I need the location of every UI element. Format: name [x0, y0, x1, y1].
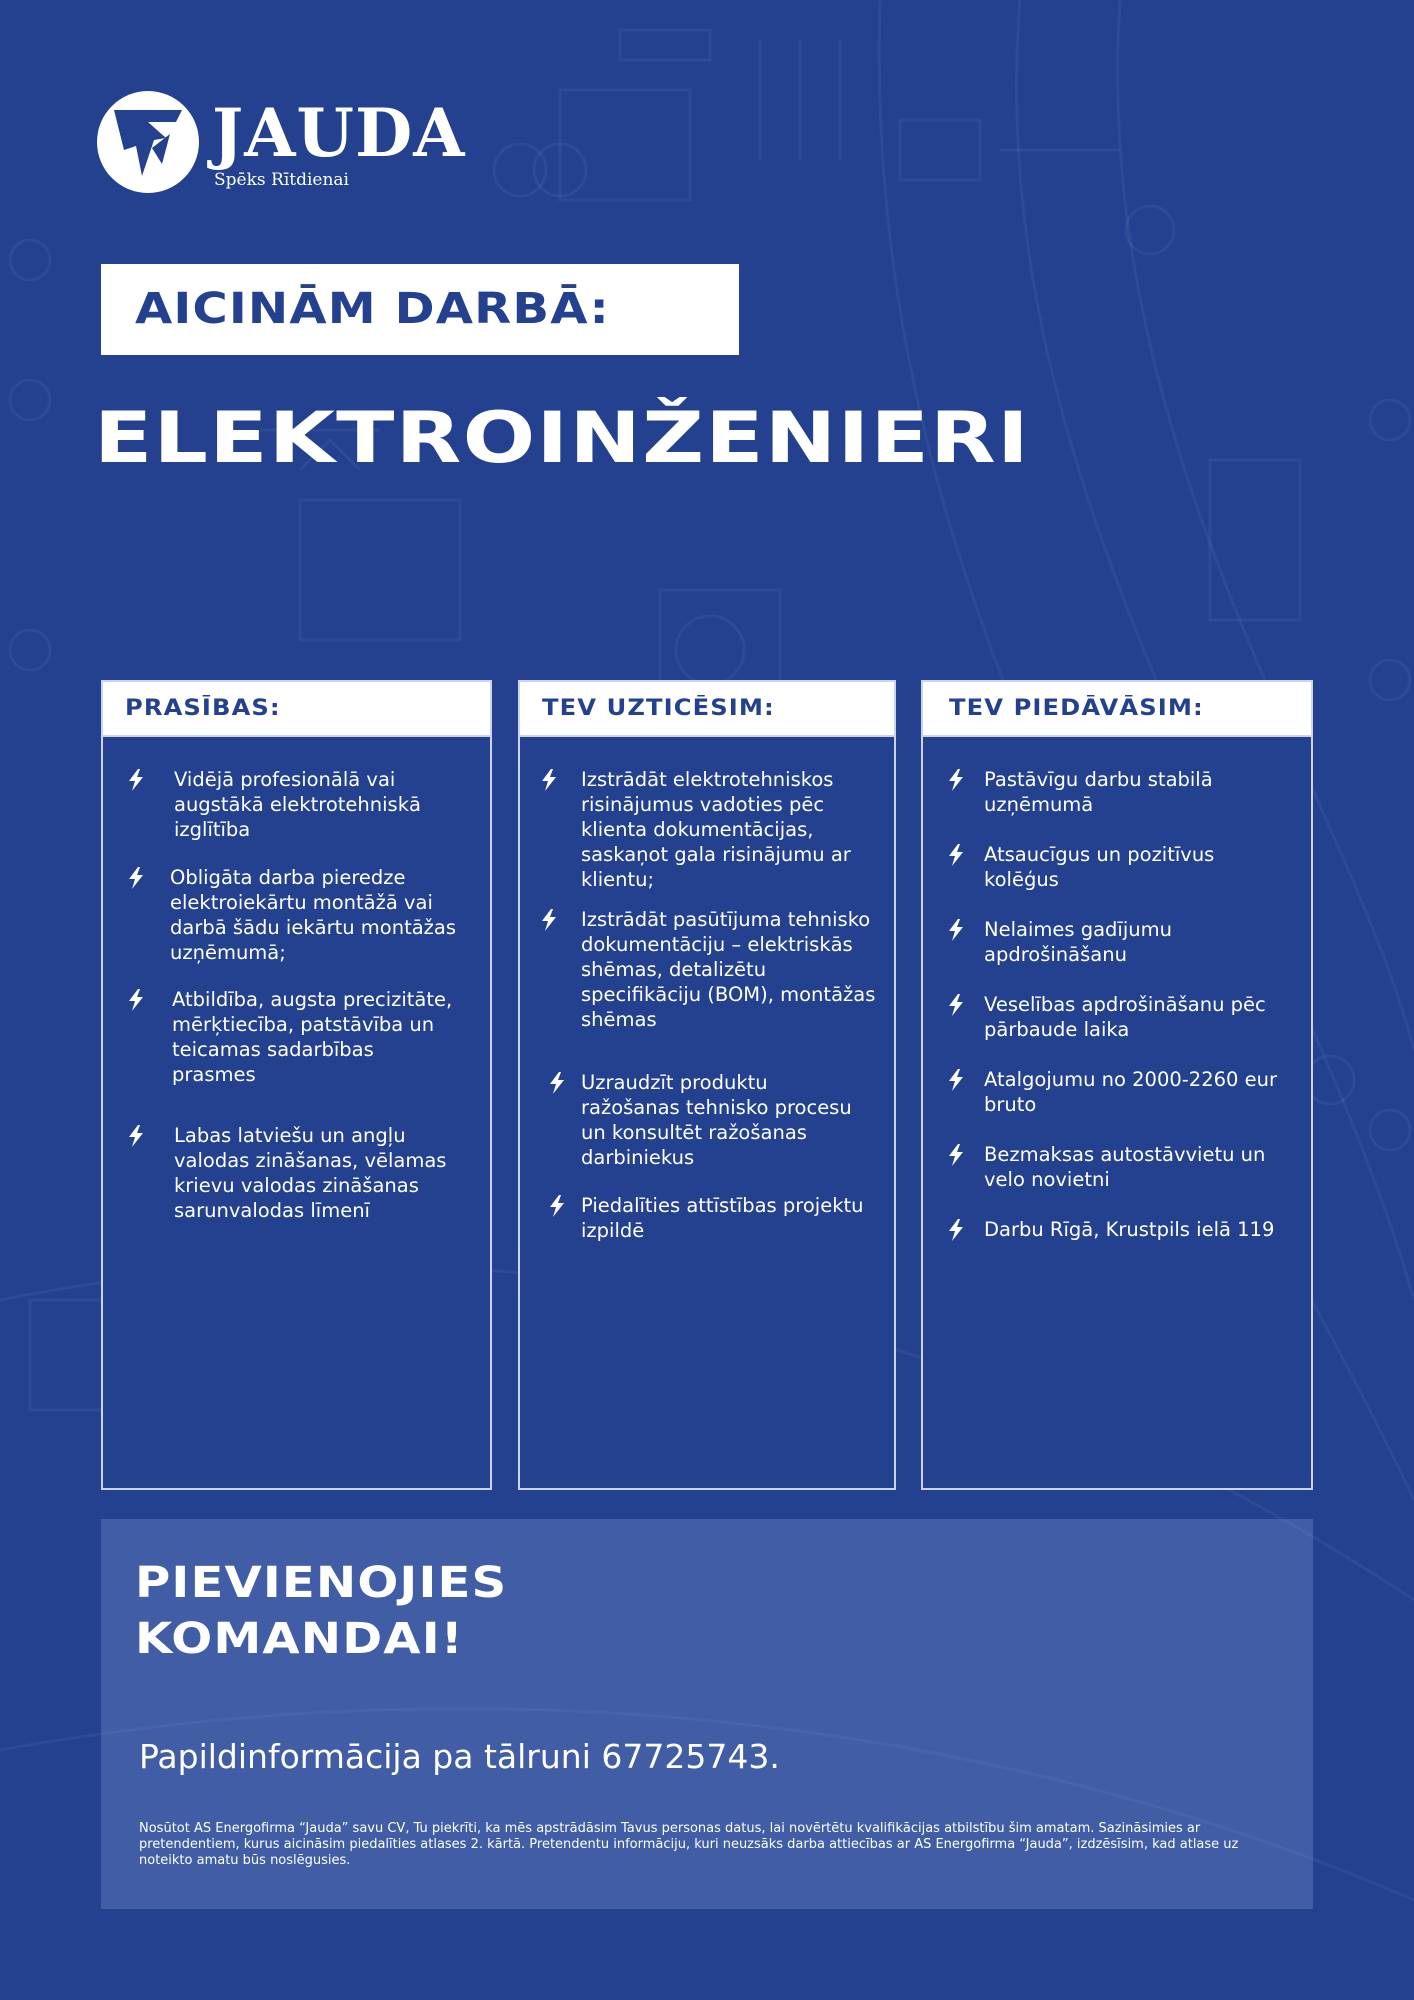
offer-text: Veselības apdrošināšanu pēc pārbaude laika: [984, 993, 1266, 1041]
job-title: ELEKTROINŽENIERI: [94, 397, 1031, 479]
brand-tagline: Spēks Rītdienai: [214, 170, 349, 190]
offer-text: Nelaimes gadījumu apdrošināšanu: [984, 918, 1172, 966]
lightning-bolt-icon: [538, 768, 560, 792]
responsibilities-column: [518, 680, 896, 1490]
responsibilities-title: TEV UZTICĒSIM:: [542, 696, 775, 721]
join-title-line1: PIEVIENOJIES: [135, 1558, 508, 1608]
offer-text: Pastāvīgu darbu stabilā uzņēmumā: [984, 768, 1213, 816]
responsibility-text: Izstrādāt elektrotehniskos risinājumus vadoties pēc klienta dokumentācijas, saskaņot gala risinājumu ar klientu;: [581, 768, 851, 891]
lightning-bolt-icon: [546, 1071, 568, 1095]
invite-banner: [101, 264, 739, 355]
responsibilities-header: [520, 682, 894, 737]
lightning-bolt-icon: [125, 866, 147, 890]
lightning-bolt-icon: [945, 843, 967, 867]
jauda-logo: [96, 90, 476, 196]
offer-text: Darbu Rīgā, Krustpils ielā 119: [984, 1218, 1275, 1241]
requirement-text: Obligāta darba pieredze elektroiekārtu montāžā vai darbā šādu iekārtu montāžas uzņēmumā;: [170, 866, 457, 964]
lightning-bolt-icon: [945, 1068, 967, 1092]
join-title: [135, 1555, 507, 1667]
requirement-text: Labas latviešu un angļu valodas zināšanas, vēlamas krievu valodas zināšanas sarunvalodas līmenī: [174, 1124, 447, 1222]
lightning-bolt-icon: [945, 768, 967, 792]
lightning-bolt-icon: [945, 993, 967, 1017]
responsibility-text: Piedalīties attīstības projektu izpildē: [581, 1194, 864, 1242]
requirements-column: [101, 680, 492, 1490]
offer-text: Atsaucīgus un pozitīvus kolēģus: [984, 843, 1215, 891]
offer-title: TEV PIEDĀVĀSIM:: [949, 696, 1204, 721]
lightning-bolt-icon: [945, 918, 967, 942]
lightning-bolt-icon: [125, 1124, 147, 1148]
privacy-disclaimer: Nosūtot AS Energofirma “Jauda” savu CV, Tu piekrīti, ka mēs apstrādāsim Tavus personas datus, lai novērtētu kvalifikācijas atbilstību šim amatam. Sazināsimies ar pretendentiem, kurus aicināsim piedalīties atlases 2. kārtā. Pretendentu informāciju, kuri neuzsāks darba attiecības ar AS Energofirma “Jauda”, izdzēsīsim, kad atlase uz noteikto amatu būs noslēgusies.: [139, 1821, 1239, 1868]
invite-heading: AICINĀM DARBĀ:: [135, 284, 610, 334]
requirement-text: Atbildība, augsta precizitāte, mērķtiecība, patstāvība un teicamas sadarbības prasmes: [172, 988, 453, 1086]
requirements-title: PRASĪBAS:: [125, 696, 281, 721]
lightning-bolt-icon: [546, 1194, 568, 1218]
lightning-bolt-icon: [125, 988, 147, 1012]
jauda-lightning-circle-icon: [96, 90, 200, 194]
offer-text: Bezmaksas autostāvvietu un velo novietni: [984, 1143, 1266, 1191]
lightning-bolt-icon: [538, 908, 560, 932]
lightning-bolt-icon: [945, 1218, 967, 1242]
requirements-header: [103, 682, 490, 737]
responsibility-text: Izstrādāt pasūtījuma tehnisko dokumentāciju – elektriskās shēmas, detalizētu specifikāciju (BOM), montāžas shēmas: [581, 908, 876, 1031]
offer-column: [921, 680, 1313, 1490]
join-team-panel: [101, 1519, 1313, 1909]
brand-name: JAUDA: [212, 94, 466, 172]
phone-info: Papildinformācija pa tālruni 67725743.: [139, 1737, 780, 1776]
offer-header: [923, 682, 1311, 737]
requirement-text: Vidējā profesionālā vai augstākā elektrotehniskā izglītība: [174, 768, 421, 841]
join-title-line2: KOMANDAI!: [135, 1614, 464, 1664]
offer-text: Atalgojumu no 2000-2260 eur bruto: [984, 1068, 1277, 1116]
lightning-bolt-icon: [125, 768, 147, 792]
lightning-bolt-icon: [945, 1143, 967, 1167]
responsibility-text: Uzraudzīt produktu ražošanas tehnisko procesu un konsultēt ražošanas darbiniekus: [581, 1071, 852, 1169]
